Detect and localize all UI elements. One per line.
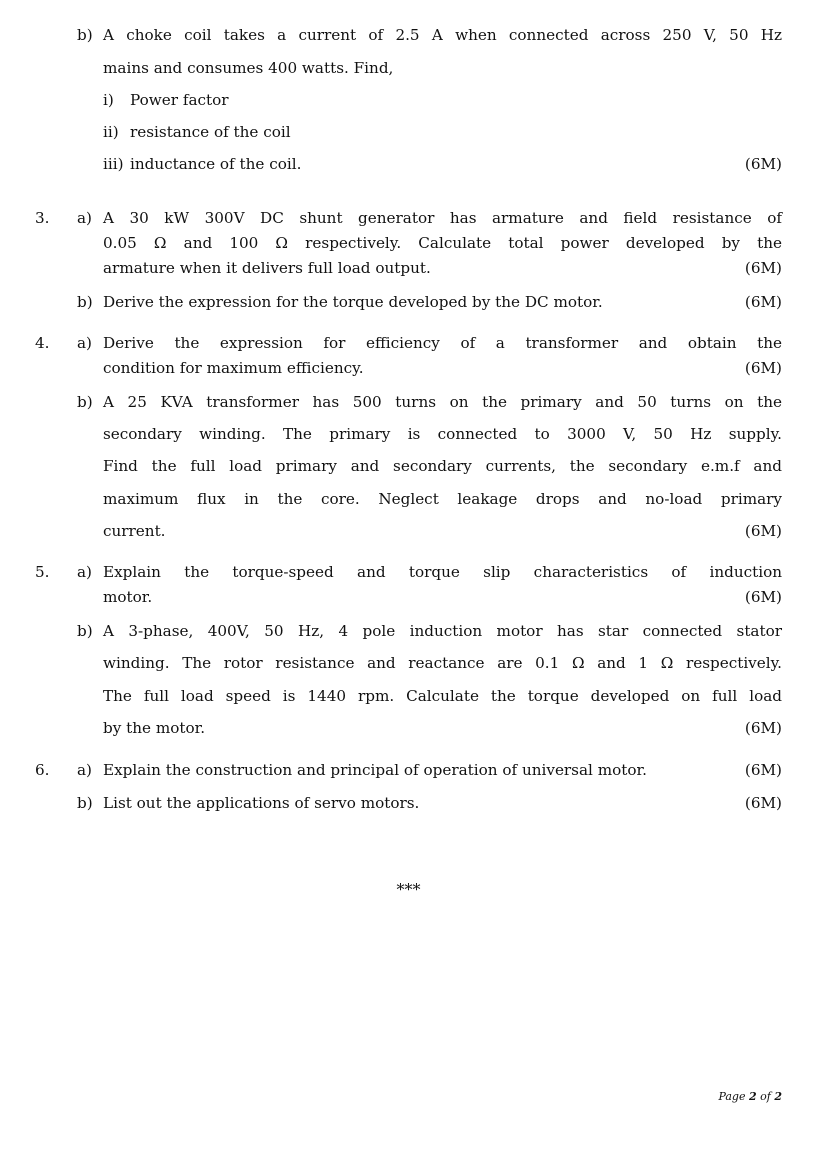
item-number: iii) <box>103 155 124 173</box>
question-text: armature when it delivers full load output. <box>103 259 431 277</box>
question-text: The full load speed is 1440 rpm. Calculate the torque developed on full load <box>103 687 782 705</box>
question-line <box>130 153 782 175</box>
marks: (6M) <box>744 522 782 540</box>
question-text: Explain the construction and principal of operation of universal motor. <box>103 761 647 779</box>
item-text: resistance of the coil <box>130 123 291 141</box>
question-number: 6. <box>35 761 50 779</box>
question-text: winding. The rotor resistance and reactance are 0.1 Ω and 1 Ω respectively. <box>103 654 782 672</box>
question-text: maximum flux in the core. Neglect leakage drops and no-load primary <box>103 490 782 508</box>
question-number: 4. <box>35 334 50 352</box>
item-text: Power factor <box>130 91 229 109</box>
question-line <box>103 357 782 379</box>
question-line <box>103 792 782 814</box>
question-text: 0.05 Ω and 100 Ω respectively. Calculate total power developed by the <box>103 234 782 252</box>
item-number: i) <box>103 91 114 109</box>
sub-label: b) <box>77 393 93 411</box>
question-text: secondary winding. The primary is connected to 3000 V, 50 Hz supply. <box>103 425 782 443</box>
marks: (6M) <box>744 359 782 377</box>
question-text: Explain the torque-speed and torque slip characteristics of induction <box>103 563 782 581</box>
sub-label: a) <box>77 209 92 227</box>
marks: (6M) <box>744 259 782 277</box>
question-number: 5. <box>35 563 50 581</box>
marks: (6M) <box>744 293 782 311</box>
question-line <box>103 520 782 542</box>
question-text: A 3-phase, 400V, 50 Hz, 4 pole induction motor has star connected stator <box>103 622 782 640</box>
sub-label: a) <box>77 334 92 352</box>
sub-label: b) <box>77 622 93 640</box>
end-marker: *** <box>396 880 421 899</box>
item-text: inductance of the coil. <box>130 155 302 173</box>
question-text: Derive the expression for efficiency of a transformer and obtain the <box>103 334 782 352</box>
sub-label: b) <box>77 293 93 311</box>
question-text: current. <box>103 522 166 540</box>
question-line <box>103 257 782 279</box>
marks: (6M) <box>744 719 782 737</box>
footer-total-pages: 2 <box>774 1090 782 1103</box>
marks: (6M) <box>744 155 782 173</box>
footer-page-label: Page <box>718 1090 746 1103</box>
question-line <box>103 291 782 313</box>
sub-label: b) <box>77 26 93 44</box>
page-footer <box>718 1090 782 1103</box>
question-text: A 25 KVA transformer has 500 turns on the primary and 50 turns on the <box>103 393 782 411</box>
question-number: 3. <box>35 209 50 227</box>
question-text: A choke coil takes a current of 2.5 A when connected across 250 V, 50 Hz <box>103 26 782 44</box>
question-text: Derive the expression for the torque developed by the DC motor. <box>103 293 603 311</box>
question-line <box>103 759 782 781</box>
question-text: Find the full load primary and secondary currents, the secondary e.m.f and <box>103 457 782 475</box>
marks: (6M) <box>744 794 782 812</box>
question-line <box>103 586 782 608</box>
sub-label: a) <box>77 761 92 779</box>
question-text: A 30 kW 300V DC shunt generator has armature and field resistance of <box>103 209 782 227</box>
question-text: List out the applications of servo motors. <box>103 794 420 812</box>
question-text: by the motor. <box>103 719 206 737</box>
question-text: mains and consumes 400 watts. Find, <box>103 59 394 77</box>
marks: (6M) <box>744 761 782 779</box>
sub-label: b) <box>77 794 93 812</box>
question-text: condition for maximum efficiency. <box>103 359 364 377</box>
footer-of: of <box>760 1090 771 1103</box>
footer-current-page: 2 <box>748 1090 757 1103</box>
marks: (6M) <box>744 588 782 606</box>
sub-label: a) <box>77 563 92 581</box>
question-text: motor. <box>103 588 153 606</box>
item-number: ii) <box>103 123 119 141</box>
question-line <box>103 717 782 739</box>
